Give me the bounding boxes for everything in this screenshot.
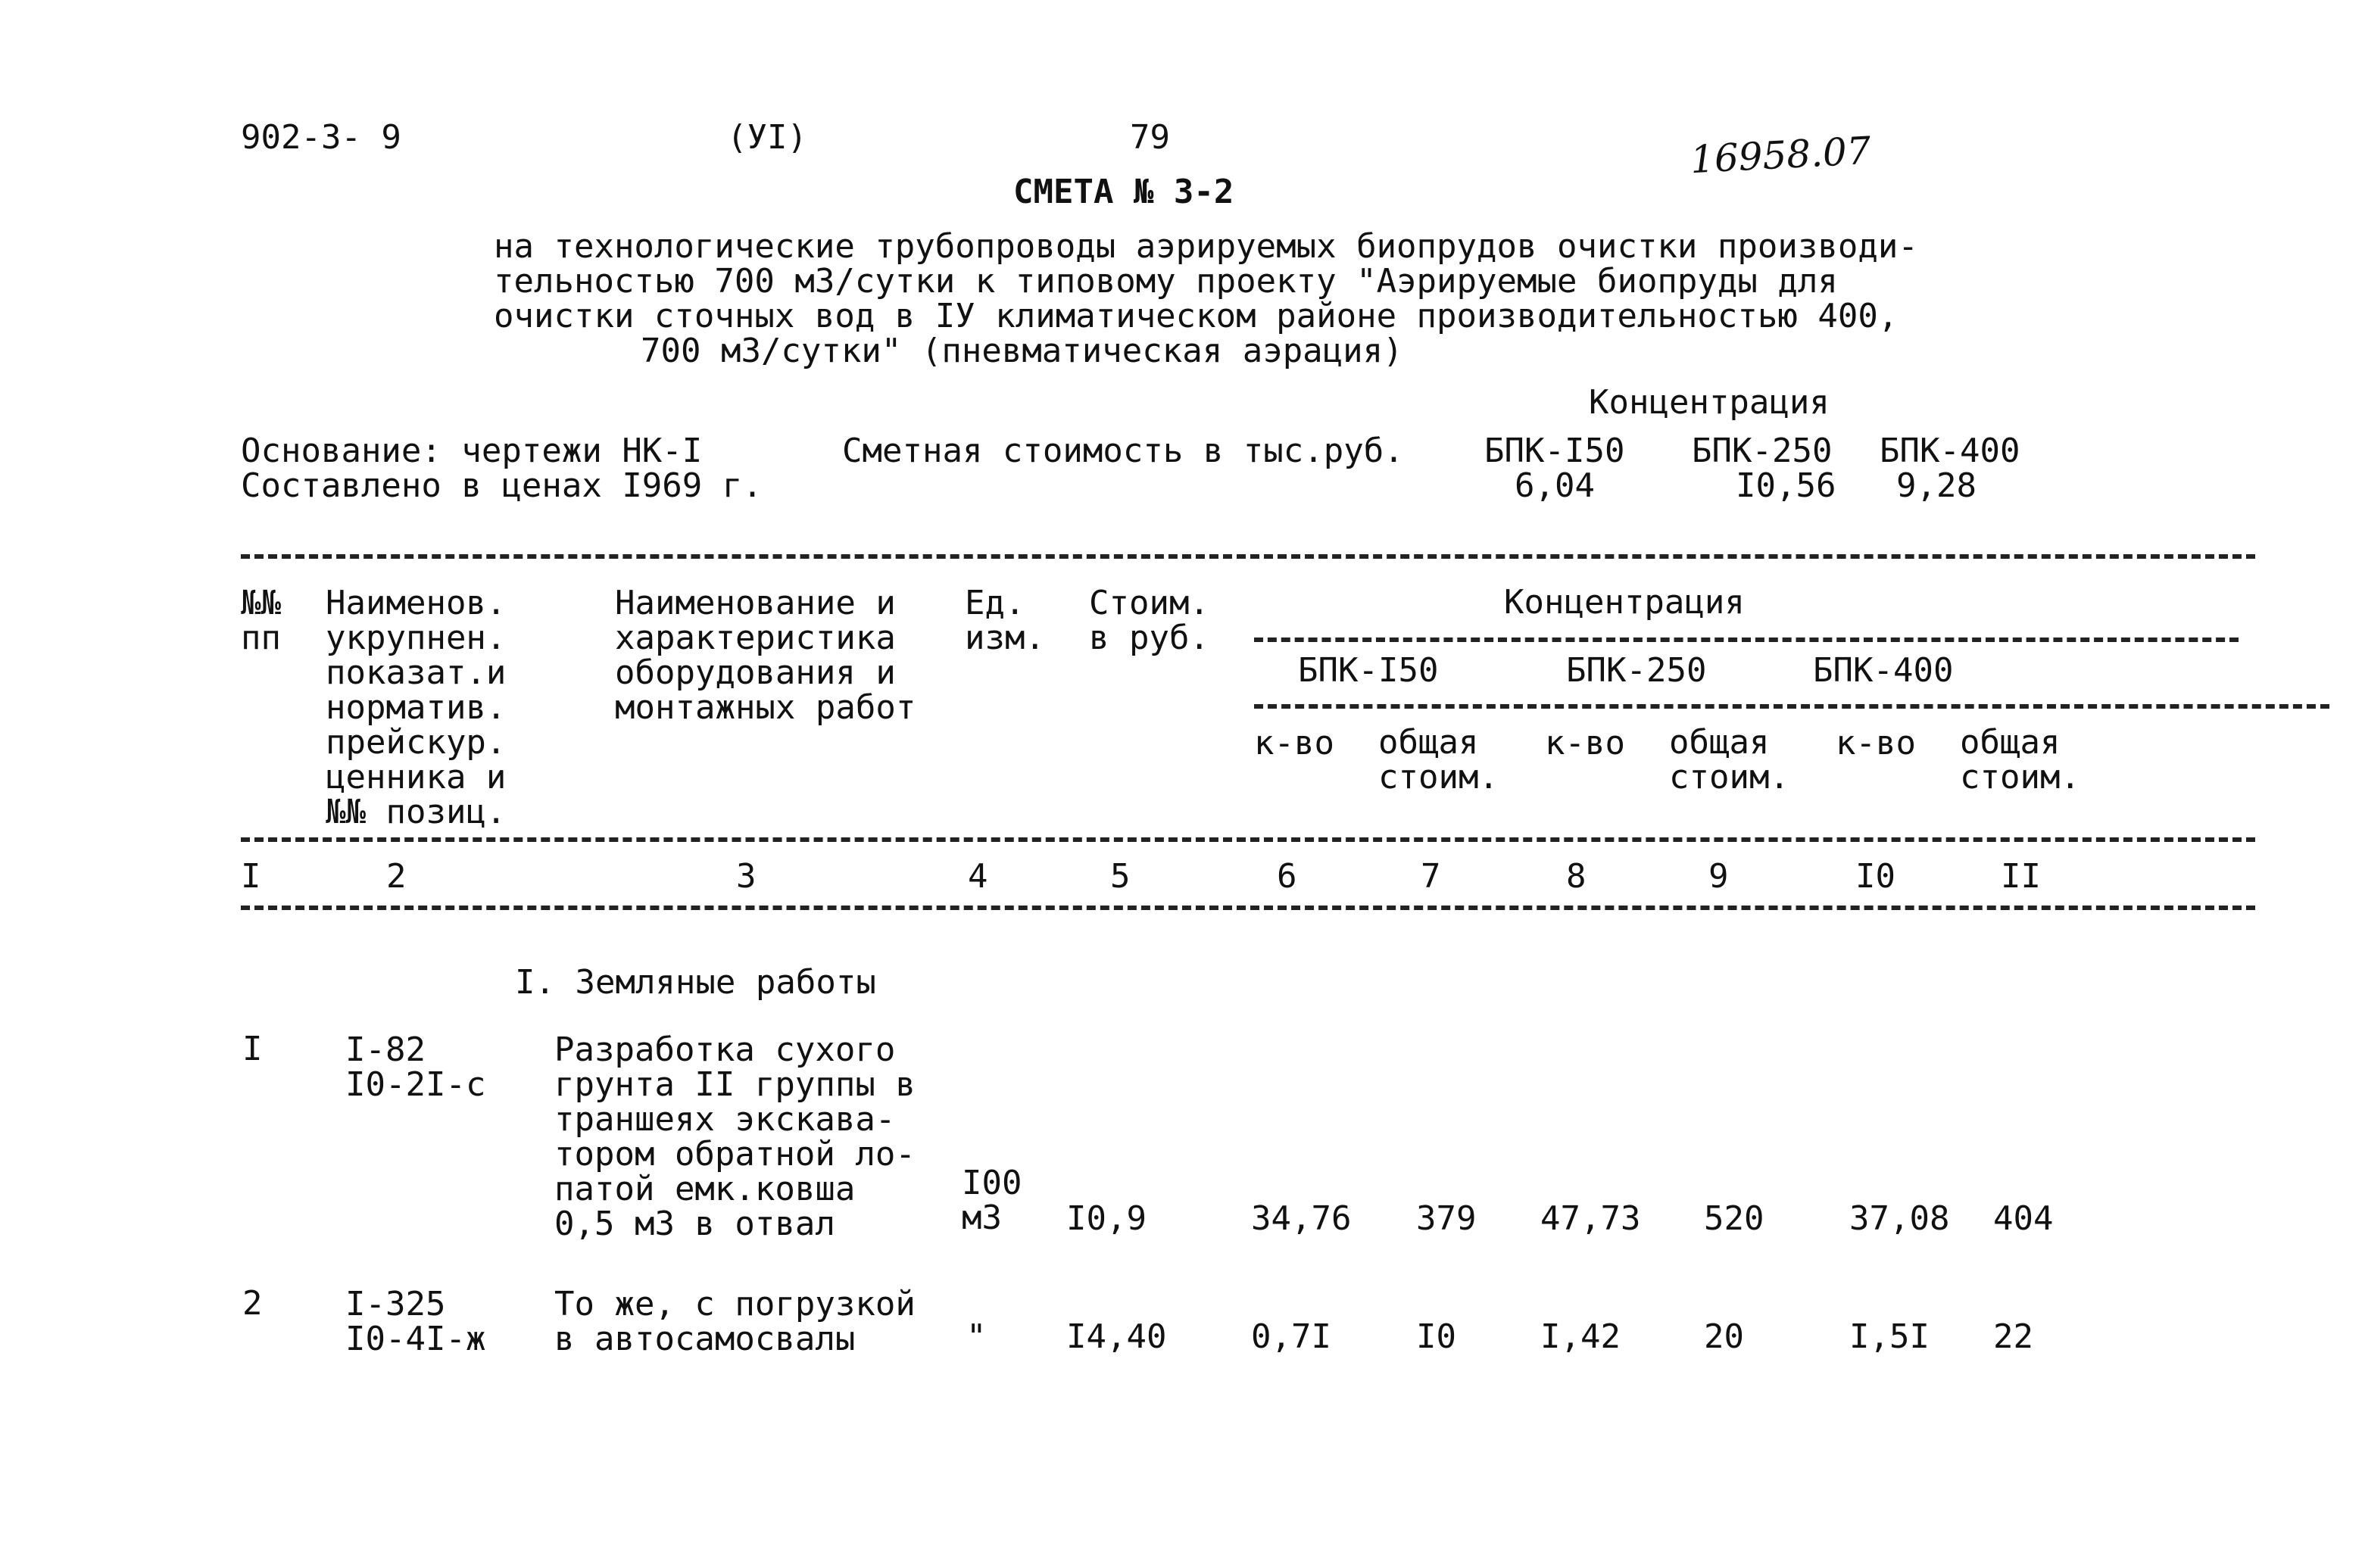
table-top-rule [241, 554, 2255, 559]
header-row-number: №№ пп [241, 584, 281, 657]
row-price: I0,9 [1066, 1199, 1147, 1238]
header-indicator: Наименов. укрупнен. показат.и норматив. прейскур. ценника и №№ позиц. [326, 584, 507, 831]
row-unit: " [966, 1317, 987, 1356]
cost-bpk400: 9,28 [1896, 466, 1977, 505]
header-total-2: общая стоим. [1669, 723, 1789, 796]
header-unit: Ед. изм. [965, 584, 1045, 657]
row-qty-bpk150: 0,7I [1251, 1317, 1331, 1356]
header-price: Стоим. в руб. [1089, 584, 1209, 657]
document-code: 902-3- 9 [241, 118, 401, 157]
cost-bpk150: 6,04 [1515, 466, 1595, 505]
column-number: 4 [968, 857, 988, 896]
row-unit: I00 м3 [962, 1164, 1022, 1237]
row-total-bpk400: 22 [1993, 1317, 2033, 1356]
row-total-bpk250: 20 [1704, 1317, 1744, 1356]
estimated-cost-label: Сметная стоимость в тыс.руб. [842, 432, 1404, 470]
handwritten-number: 16958.07 [1689, 128, 1872, 182]
row-description: Разработка сухого грунта II группы в траншеях экскава- тором обратной ло- патой емк.ковша 0,5 м3 в отвал [554, 1030, 916, 1243]
column-number: 2 [386, 857, 407, 896]
basis-line: Основание: чертежи НК-I [241, 432, 703, 470]
concentration-label: Концентрация [1589, 383, 1830, 422]
header-bpk400: БПК-400 [1813, 651, 1954, 690]
column-number-rule [241, 906, 2255, 910]
row-total-bpk250: 520 [1704, 1199, 1764, 1238]
row-code: I-82 I0-2I-с [345, 1030, 486, 1104]
header-name: Наименование и характеристика оборудования и монтажных работ [615, 584, 916, 727]
header-qty-2: к-во [1545, 724, 1625, 762]
header-total-3: общая стоим. [1960, 723, 2080, 796]
row-total-bpk400: 404 [1993, 1199, 2054, 1238]
header-bpk150: БПК-I50 [1298, 651, 1439, 690]
column-number: 5 [1110, 857, 1131, 896]
header-qty-3: к-во [1836, 724, 1916, 762]
header-concentration: Концентрация [1504, 583, 1745, 622]
header-qty-1: к-во [1254, 724, 1334, 762]
header-bpk250: БПК-250 [1566, 651, 1707, 690]
row-qty-bpk400: I,5I [1849, 1317, 1930, 1356]
row-price: I4,40 [1066, 1317, 1167, 1356]
row-number: 2 [242, 1284, 263, 1323]
column-number: II [2001, 857, 2041, 896]
concentration-rule [1254, 637, 2239, 642]
row-description: То же, с погрузкой в автосамосвалы [554, 1285, 916, 1358]
concentration-bpk150: БПК-I50 [1484, 432, 1625, 470]
concentration-bpk250: БПК-250 [1692, 432, 1833, 470]
column-number: 9 [1708, 857, 1729, 896]
title-line-4: 700 м3/сутки" (пневматическая аэрация) [641, 332, 1403, 370]
title-line-3: очистки сточных вод в IУ климатическом районе производительностью 400, [494, 297, 1899, 335]
column-number: 6 [1277, 857, 1297, 896]
row-code: I-325 I0-4I-ж [345, 1285, 486, 1358]
section-title: I. Земляные работы [515, 963, 876, 1002]
cost-bpk250: I0,56 [1736, 466, 1836, 505]
header-total-1: общая стоим. [1378, 723, 1499, 796]
prices-year-line: Составлено в ценах I969 г. [241, 466, 763, 505]
row-qty-bpk250: 47,73 [1540, 1199, 1641, 1238]
column-number: 3 [736, 857, 757, 896]
row-qty-bpk400: 37,08 [1849, 1199, 1950, 1238]
concentration-bpk400: БПК-400 [1880, 432, 2020, 470]
header-bottom-rule [241, 837, 2255, 842]
row-total-bpk150: 379 [1416, 1199, 1477, 1238]
column-number: 7 [1421, 857, 1441, 896]
column-number: I [241, 857, 261, 896]
column-number: 8 [1566, 857, 1587, 896]
page-number: 79 [1130, 118, 1170, 157]
row-qty-bpk150: 34,76 [1251, 1199, 1352, 1238]
row-number: I [242, 1030, 263, 1068]
section-number: (УI) [727, 118, 807, 157]
group-rule [1254, 704, 2329, 709]
estimate-heading: СМЕТА № 3-2 [1013, 173, 1234, 211]
row-qty-bpk250: I,42 [1540, 1317, 1621, 1356]
title-line-1: на технологические трубопроводы аэрируемых биопрудов очистки производи- [494, 227, 1918, 266]
row-total-bpk150: I0 [1416, 1317, 1456, 1356]
column-number: I0 [1855, 857, 1895, 896]
title-line-2: тельностью 700 м3/сутки к типовому проекту "Аэрируемые биопруды для [494, 262, 1838, 301]
